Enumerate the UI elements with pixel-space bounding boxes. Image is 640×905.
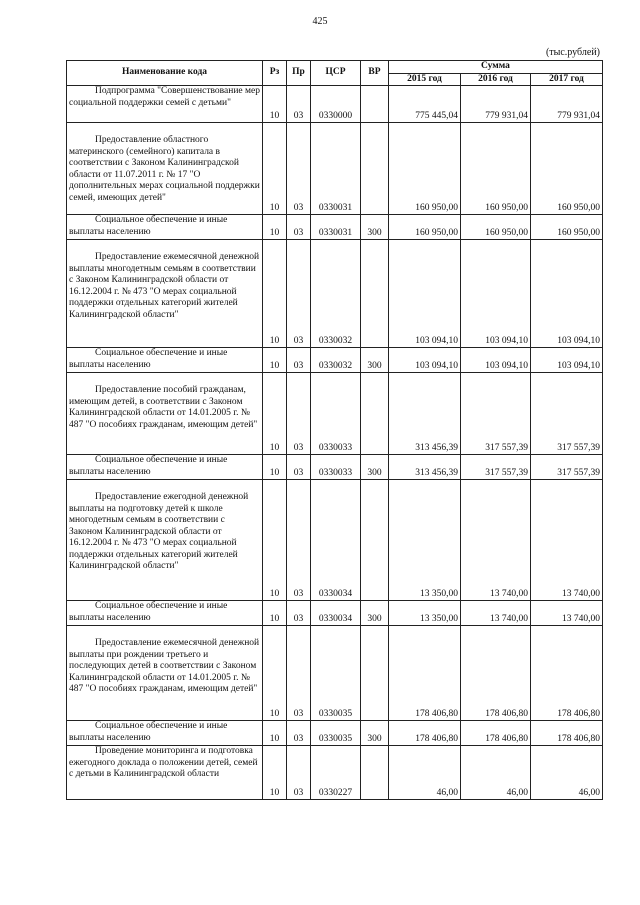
row-name: Предоставление ежемесячной денежной выплаты при рождении третьего и последующих детей в соответствии с Законом Калининградской области от 14.01.2005 г. № 487 "О пособиях гражданам, имеющим детей" <box>67 626 263 721</box>
row-sum-2015: 313 456,39 <box>389 455 461 480</box>
row-rz: 10 <box>263 480 287 601</box>
row-vr <box>361 746 389 800</box>
row-csr: 0330035 <box>311 626 361 721</box>
row-pr: 03 <box>287 215 311 240</box>
page-number: 425 <box>312 16 328 27</box>
row-csr: 0330031 <box>311 123 361 215</box>
row-sum-2017: 779 931,04 <box>531 86 603 123</box>
row-pr: 03 <box>287 455 311 480</box>
row-sum-2016: 160 950,00 <box>461 123 531 215</box>
row-vr <box>361 373 389 455</box>
row-name: Предоставление ежемесячной денежной выплаты многодетным семьям в соответствии с Законом Калининградской области от 16.12.2004 г. № 473 "О мерах социальной поддержки отдельных категорий жителей Калининградской области" <box>67 240 263 348</box>
table-row <box>67 86 603 123</box>
row-rz: 10 <box>263 626 287 721</box>
row-rz: 10 <box>263 721 287 746</box>
header-2015: 2015 год <box>389 73 461 86</box>
row-sum-2015: 160 950,00 <box>389 215 461 240</box>
header-2017: 2017 год <box>531 73 603 86</box>
row-name: Предоставление областного материнского (семейного) капитала в соответствии с Законом Калининградской области от 11.07.2011 г. № 17 "О дополнительных мерах социальной поддержки семей, имеющих детей" <box>67 123 263 215</box>
table-row <box>67 601 603 626</box>
header-vr: ВР <box>361 61 389 86</box>
row-sum-2016: 103 094,10 <box>461 348 531 373</box>
row-sum-2015: 103 094,10 <box>389 240 461 348</box>
row-sum-2015: 178 406,80 <box>389 626 461 721</box>
row-vr <box>361 240 389 348</box>
row-name: Предоставление пособий гражданам, имеющим детей, в соответствии с Законом Калининградской области от 14.01.2005 г. № 487 "О пособиях гражданам, имеющим детей" <box>67 373 263 455</box>
row-sum-2015: 103 094,10 <box>389 348 461 373</box>
table-header <box>67 61 603 86</box>
table-row <box>67 240 603 348</box>
row-csr: 0330033 <box>311 455 361 480</box>
row-pr: 03 <box>287 123 311 215</box>
row-sum-2017: 317 557,39 <box>531 373 603 455</box>
header-rz: Рз <box>263 61 287 86</box>
row-sum-2015: 313 456,39 <box>389 373 461 455</box>
table-row <box>67 721 603 746</box>
row-csr: 0330227 <box>311 746 361 800</box>
header-name: Наименование кода <box>67 61 263 86</box>
row-sum-2017: 178 406,80 <box>531 626 603 721</box>
table-body <box>67 86 603 800</box>
row-sum-2015: 13 350,00 <box>389 480 461 601</box>
row-sum-2017: 46,00 <box>531 746 603 800</box>
table-row <box>67 626 603 721</box>
row-csr: 0330000 <box>311 86 361 123</box>
row-csr: 0330034 <box>311 601 361 626</box>
row-sum-2015: 178 406,80 <box>389 721 461 746</box>
table-row <box>67 455 603 480</box>
row-pr: 03 <box>287 240 311 348</box>
row-vr: 300 <box>361 215 389 240</box>
row-sum-2016: 46,00 <box>461 746 531 800</box>
row-sum-2016: 317 557,39 <box>461 455 531 480</box>
row-vr <box>361 86 389 123</box>
row-rz: 10 <box>263 348 287 373</box>
row-csr: 0330033 <box>311 373 361 455</box>
row-pr: 03 <box>287 480 311 601</box>
row-sum-2017: 160 950,00 <box>531 123 603 215</box>
row-csr: 0330031 <box>311 215 361 240</box>
row-name: Социальное обеспечение и иные выплаты населению <box>67 455 263 480</box>
row-sum-2017: 317 557,39 <box>531 455 603 480</box>
row-vr: 300 <box>361 601 389 626</box>
row-vr: 300 <box>361 348 389 373</box>
row-name: Социальное обеспечение и иные выплаты населению <box>67 348 263 373</box>
row-vr <box>361 123 389 215</box>
row-rz: 10 <box>263 86 287 123</box>
row-csr: 0330032 <box>311 348 361 373</box>
table-row <box>67 215 603 240</box>
row-sum-2017: 178 406,80 <box>531 721 603 746</box>
row-sum-2016: 178 406,80 <box>461 626 531 721</box>
row-name: Проведение мониторинга и подготовка ежегодного доклада о положении детей, семей с детьми в Калининградской области <box>67 746 263 800</box>
row-sum-2016: 103 094,10 <box>461 240 531 348</box>
row-sum-2017: 13 740,00 <box>531 480 603 601</box>
row-vr: 300 <box>361 721 389 746</box>
row-pr: 03 <box>287 373 311 455</box>
row-sum-2015: 160 950,00 <box>389 123 461 215</box>
table-row <box>67 746 603 800</box>
row-rz: 10 <box>263 601 287 626</box>
budget-table <box>66 60 603 800</box>
table-row <box>67 480 603 601</box>
row-sum-2015: 775 445,04 <box>389 86 461 123</box>
row-name: Социальное обеспечение и иные выплаты населению <box>67 721 263 746</box>
row-sum-2017: 160 950,00 <box>531 215 603 240</box>
row-pr: 03 <box>287 86 311 123</box>
row-rz: 10 <box>263 240 287 348</box>
table-row <box>67 373 603 455</box>
row-name: Подпрограмма "Совершенствование мер социальной поддержки семей с детьми" <box>67 86 263 123</box>
row-pr: 03 <box>287 626 311 721</box>
header-csr: ЦСР <box>311 61 361 86</box>
row-sum-2016: 13 740,00 <box>461 601 531 626</box>
row-csr: 0330035 <box>311 721 361 746</box>
units-label: (тыс.рублей) <box>545 47 600 58</box>
row-vr: 300 <box>361 455 389 480</box>
row-name: Социальное обеспечение и иные выплаты населению <box>67 601 263 626</box>
row-sum-2017: 103 094,10 <box>531 240 603 348</box>
row-name: Социальное обеспечение и иные выплаты населению <box>67 215 263 240</box>
row-csr: 0330032 <box>311 240 361 348</box>
row-rz: 10 <box>263 746 287 800</box>
header-pr: Пр <box>287 61 311 86</box>
header-2016: 2016 год <box>461 73 531 86</box>
row-pr: 03 <box>287 601 311 626</box>
table-row <box>67 123 603 215</box>
row-pr: 03 <box>287 721 311 746</box>
row-sum-2016: 317 557,39 <box>461 373 531 455</box>
row-vr <box>361 626 389 721</box>
table-row <box>67 348 603 373</box>
row-sum-2016: 13 740,00 <box>461 480 531 601</box>
row-sum-2016: 779 931,04 <box>461 86 531 123</box>
row-vr <box>361 480 389 601</box>
row-name: Предоставление ежегодной денежной выплаты на подготовку детей к школе многодетным семьям в соответствии с Законом Калининградской области от 16.12.2004 г. № 473 "О мерах социальной поддержки отдельных категорий жителей Калининградской области" <box>67 480 263 601</box>
row-pr: 03 <box>287 746 311 800</box>
row-pr: 03 <box>287 348 311 373</box>
row-rz: 10 <box>263 455 287 480</box>
row-sum-2016: 178 406,80 <box>461 721 531 746</box>
row-sum-2017: 103 094,10 <box>531 348 603 373</box>
row-sum-2015: 13 350,00 <box>389 601 461 626</box>
row-sum-2015: 46,00 <box>389 746 461 800</box>
row-rz: 10 <box>263 215 287 240</box>
row-rz: 10 <box>263 373 287 455</box>
row-rz: 10 <box>263 123 287 215</box>
row-csr: 0330034 <box>311 480 361 601</box>
row-sum-2017: 13 740,00 <box>531 601 603 626</box>
header-sum: Сумма <box>389 61 603 74</box>
row-sum-2016: 160 950,00 <box>461 215 531 240</box>
